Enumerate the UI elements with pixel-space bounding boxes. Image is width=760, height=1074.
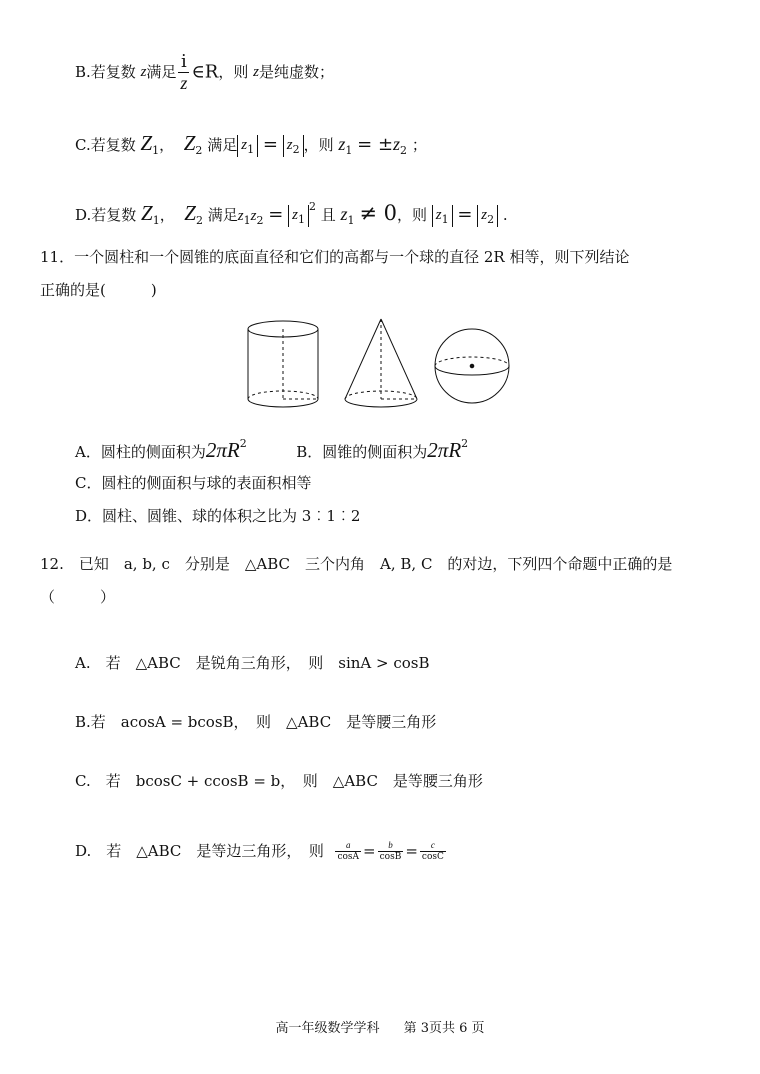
q11-option-a-b: A．圆柱的侧面积为$2\pi R^2$ B．圆锥的侧面积为$2\pi R^2$ xyxy=(75,437,469,462)
abs-z1: $z_1$ xyxy=(432,205,453,227)
fraction-c-cosC: $\frac{c}{\cos C}$ xyxy=(421,840,444,862)
q11-option-d: D．圆柱、圆锥、球的体积之比为 3︰1︰2 xyxy=(75,507,361,525)
abs-z1: $z_1$ xyxy=(237,135,258,157)
q12-stem-line1: 12. 已知 a, b, c 分别是 △ABC 三个内角 A, B, C 的对边，下列四个命题中正确的是 xyxy=(40,555,673,573)
q12-option-a: A. 若 △ABC 是锐角三角形， 则 sinA > cosB xyxy=(75,654,430,672)
q10-option-b: B.若复数 z满足 $\frac{i}{z}$ ∈R，则 z是纯虚数； xyxy=(75,51,334,93)
q12-stem-line2: （ ） xyxy=(40,588,116,606)
cone-shape xyxy=(345,319,417,407)
q11-stem-line1: 11．一个圆柱和一个圆锥的底面直径和它们的高都与一个球的直径 2R 相等，则下列结论 xyxy=(40,248,630,266)
abs-z1-squared: $z_1$ xyxy=(288,205,309,227)
abs-z2: $z_2$ xyxy=(283,135,304,157)
fraction-i-over-z: $\frac{i}{z}$ xyxy=(180,51,188,93)
abs-z2: $z_2$ xyxy=(477,205,498,227)
q12-option-c: C. 若 bcosC + ccosB = b， 则 △ABC 是等腰三角形 xyxy=(75,772,483,790)
footer-page-number: 第 3页共 6 页 xyxy=(403,1021,485,1036)
q11-option-c: C．圆柱的侧面积与球的表面积相等 xyxy=(75,474,312,492)
footer-subject: 高一年级数学学科 xyxy=(275,1021,380,1036)
fraction-b-cosB: $\frac{b}{\cos B}$ xyxy=(379,840,402,862)
q11-stem-line2: 正确的是( ) xyxy=(40,281,157,299)
q10-option-c: C.若复数 $Z_1$， $Z_2$ 满足 $z_1 = z_2$ ，则 $z_1 = \pm z_2$ ； xyxy=(75,131,427,157)
cylinder-shape xyxy=(248,321,318,407)
q10-option-d: D.若复数 $Z_1$， $Z_2$ 满足$z_1z_2 = z_1^2$ 且 $z_1 \ne 0$，则 $z_1 = z_2$ . xyxy=(75,200,508,227)
q12-option-b: B.若 acosA = bcosB， 则 △ABC 是等腰三角形 xyxy=(75,713,437,731)
page-footer xyxy=(0,1017,760,1036)
sphere-shape xyxy=(435,329,509,403)
geometry-figure xyxy=(240,315,520,415)
q12-option-d: D. 若 △ABC 是等边三角形， 则 $\frac{a}{\cos A}$ = $\frac{b}{\cos B}$ = $\frac{c}{\cos C}$ xyxy=(75,840,444,862)
fraction-a-cosA: $\frac{a}{\cos A}$ xyxy=(337,840,360,862)
